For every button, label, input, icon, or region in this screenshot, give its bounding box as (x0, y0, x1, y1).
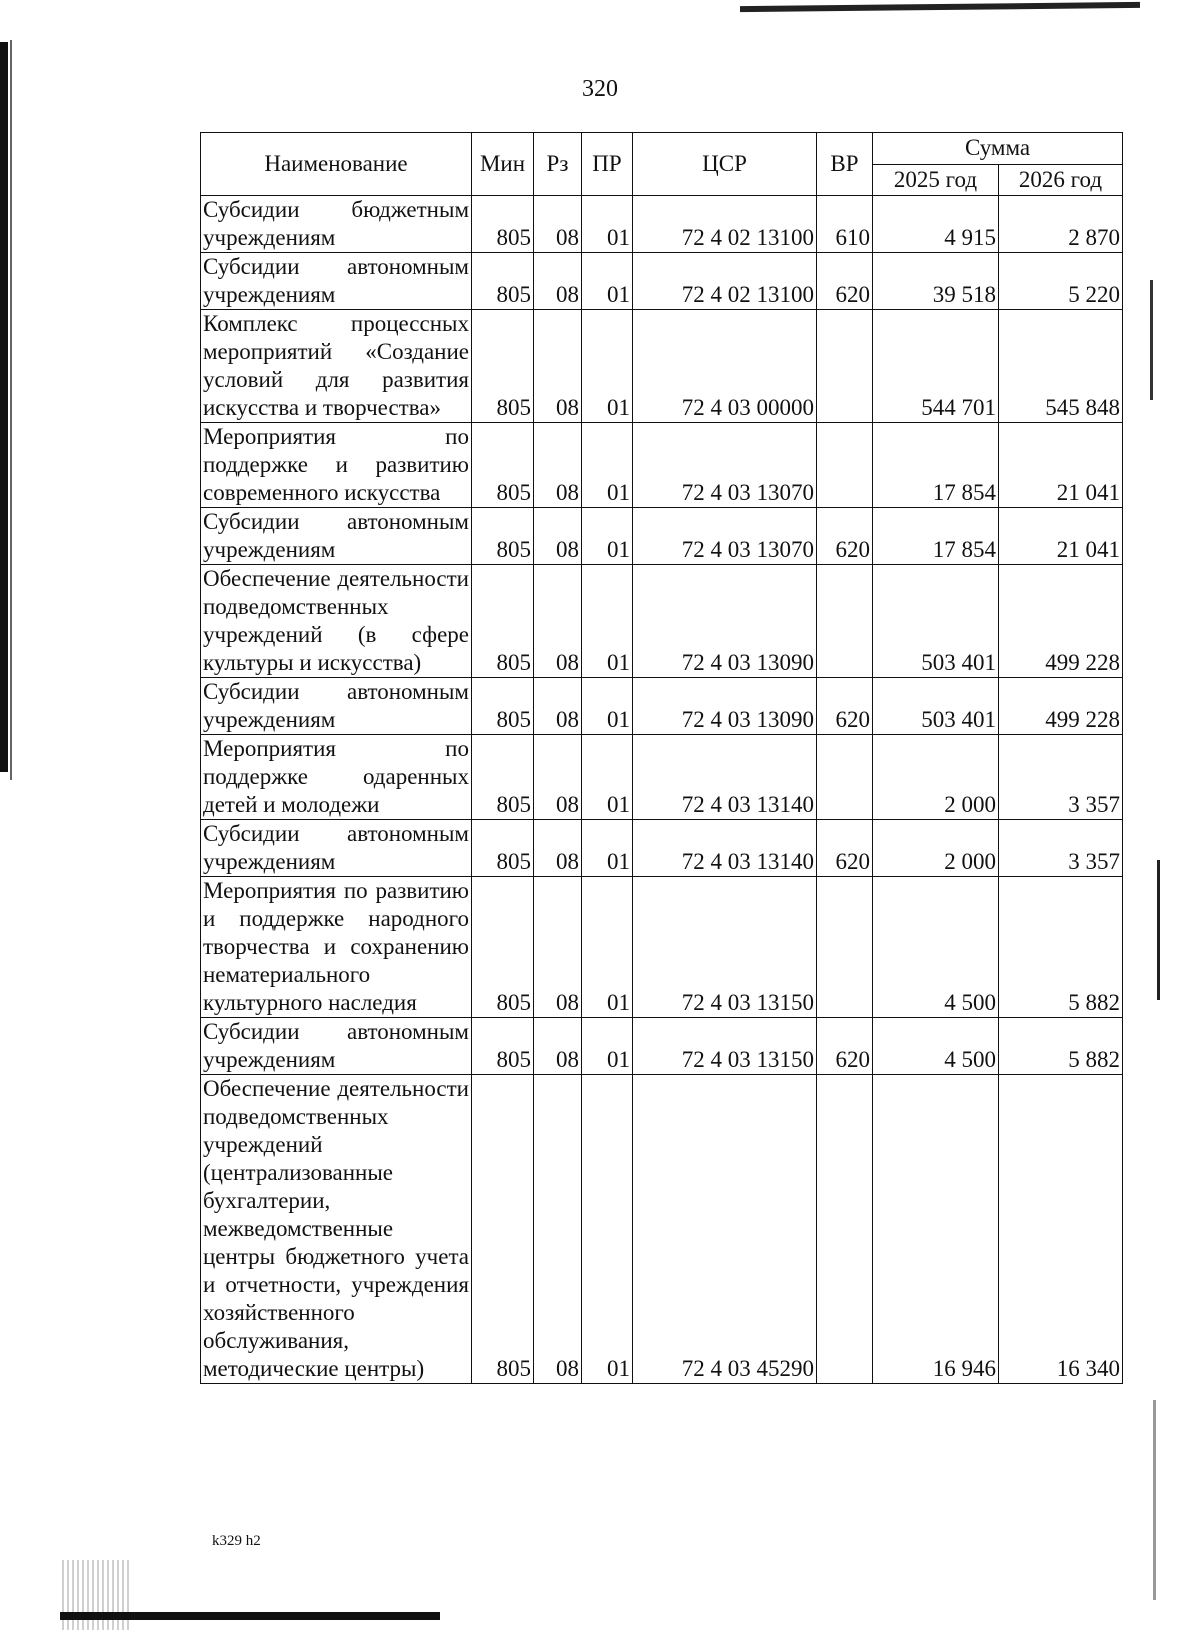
cell-name: Субсидии автономным учреждениям (201, 820, 472, 877)
cell-vr (817, 565, 873, 678)
scan-artifact-right-edge (1157, 860, 1160, 1000)
cell-sum-2025: 503 401 (873, 565, 999, 678)
cell-pr: 01 (582, 1075, 633, 1384)
cell-min: 805 (472, 735, 534, 820)
cell-min: 805 (472, 508, 534, 565)
cell-sum-2026: 21 041 (999, 423, 1123, 508)
cell-rz: 08 (534, 735, 582, 820)
cell-sum-2026: 545 848 (999, 310, 1123, 423)
cell-csr: 72 4 03 13140 (633, 735, 817, 820)
cell-sum-2025: 17 854 (873, 423, 999, 508)
cell-rz: 08 (534, 1018, 582, 1075)
cell-rz: 08 (534, 423, 582, 508)
cell-pr: 01 (582, 423, 633, 508)
cell-min: 805 (472, 1075, 534, 1384)
cell-min: 805 (472, 1018, 534, 1075)
header-pr: ПР (582, 133, 633, 196)
cell-min: 805 (472, 196, 534, 253)
cell-vr: 620 (817, 253, 873, 310)
cell-name: Субсидии бюджетным учреждениям (201, 196, 472, 253)
cell-vr: 620 (817, 508, 873, 565)
header-rz: Рз (534, 133, 582, 196)
header-vr: ВР (817, 133, 873, 196)
table-row (201, 1018, 1123, 1075)
cell-sum-2025: 4 915 (873, 196, 999, 253)
cell-csr: 72 4 03 13070 (633, 508, 817, 565)
cell-sum-2026: 499 228 (999, 565, 1123, 678)
cell-vr: 610 (817, 196, 873, 253)
cell-vr (817, 423, 873, 508)
cell-vr: 620 (817, 820, 873, 877)
cell-csr: 72 4 03 13150 (633, 877, 817, 1018)
cell-pr: 01 (582, 253, 633, 310)
cell-min: 805 (472, 565, 534, 678)
cell-sum-2025: 503 401 (873, 678, 999, 735)
cell-name: Комплекс процессных мероприятий «Создание условий для развития искусства и творчества» (201, 310, 472, 423)
cell-rz: 08 (534, 253, 582, 310)
cell-name: Субсидии автономным учреждениям (201, 1018, 472, 1075)
cell-csr: 72 4 03 13150 (633, 1018, 817, 1075)
table-row (201, 310, 1123, 423)
cell-sum-2026: 2 870 (999, 196, 1123, 253)
cell-pr: 01 (582, 196, 633, 253)
table-body (201, 196, 1123, 1384)
table-row (201, 1075, 1123, 1384)
cell-rz: 08 (534, 1075, 582, 1384)
cell-rz: 08 (534, 196, 582, 253)
cell-csr: 72 4 03 45290 (633, 1075, 817, 1384)
header-csr: ЦСР (633, 133, 817, 196)
cell-csr: 72 4 03 13090 (633, 678, 817, 735)
cell-name: Обеспечение деятельности подведомственных учреждений (централизованные бухгалтерии, межведомственные центры бюджетного учета и отчетности, учреждения хозяйственного обслуживания, методические центры) (201, 1075, 472, 1384)
table-row (201, 820, 1123, 877)
header-min: Мин (472, 133, 534, 196)
cell-sum-2026: 5 882 (999, 1018, 1123, 1075)
cell-min: 805 (472, 310, 534, 423)
scan-artifact-right-edge (1153, 1400, 1156, 1600)
table-row (201, 508, 1123, 565)
table-row (201, 735, 1123, 820)
cell-csr: 72 4 03 13070 (633, 423, 817, 508)
cell-sum-2025: 4 500 (873, 1018, 999, 1075)
cell-sum-2025: 2 000 (873, 820, 999, 877)
cell-sum-2025: 16 946 (873, 1075, 999, 1384)
cell-vr (817, 1075, 873, 1384)
cell-name: Субсидии автономным учреждениям (201, 678, 472, 735)
table-row (201, 877, 1123, 1018)
table-row (201, 678, 1123, 735)
scan-artifact-top-line (740, 2, 1140, 12)
cell-sum-2026: 5 220 (999, 253, 1123, 310)
scan-artifact-left-edge-thin (10, 40, 12, 780)
cell-pr: 01 (582, 877, 633, 1018)
cell-name: Субсидии автономным учреждениям (201, 253, 472, 310)
cell-pr: 01 (582, 735, 633, 820)
scan-artifact-right-edge (1150, 280, 1153, 400)
cell-csr: 72 4 02 13100 (633, 253, 817, 310)
cell-sum-2026: 3 357 (999, 735, 1123, 820)
cell-sum-2025: 4 500 (873, 877, 999, 1018)
cell-vr: 620 (817, 1018, 873, 1075)
cell-rz: 08 (534, 310, 582, 423)
cell-min: 805 (472, 820, 534, 877)
cell-vr (817, 877, 873, 1018)
cell-name: Обеспечение деятельности подведомственных учреждений (в сфере культуры и искусства) (201, 565, 472, 678)
cell-sum-2025: 2 000 (873, 735, 999, 820)
cell-csr: 72 4 03 13140 (633, 820, 817, 877)
header-name: Наименование (201, 133, 472, 196)
cell-sum-2026: 16 340 (999, 1075, 1123, 1384)
footer-code: k329 h2 (212, 1533, 261, 1549)
table-row (201, 565, 1123, 678)
cell-name: Мероприятия по развитию и поддержке народного творчества и сохранению нематериального культурного наследия (201, 877, 472, 1018)
cell-csr: 72 4 02 13100 (633, 196, 817, 253)
cell-sum-2025: 17 854 (873, 508, 999, 565)
cell-name: Мероприятия по поддержке и развитию современного искусства (201, 423, 472, 508)
cell-sum-2026: 499 228 (999, 678, 1123, 735)
cell-pr: 01 (582, 310, 633, 423)
cell-pr: 01 (582, 678, 633, 735)
cell-pr: 01 (582, 820, 633, 877)
cell-rz: 08 (534, 820, 582, 877)
scan-artifact-bottom-line (60, 1612, 440, 1620)
header-year-2026: 2026 год (999, 164, 1123, 196)
cell-pr: 01 (582, 565, 633, 678)
cell-sum-2026: 5 882 (999, 877, 1123, 1018)
cell-rz: 08 (534, 508, 582, 565)
header-sum: Сумма (873, 133, 1123, 165)
cell-name: Субсидии автономным учреждениям (201, 508, 472, 565)
cell-rz: 08 (534, 877, 582, 1018)
header-year-2025: 2025 год (873, 164, 999, 196)
cell-rz: 08 (534, 678, 582, 735)
cell-min: 805 (472, 877, 534, 1018)
cell-pr: 01 (582, 508, 633, 565)
table-row (201, 196, 1123, 253)
cell-name: Мероприятия по поддержке одаренных детей и молодежи (201, 735, 472, 820)
table-row (201, 253, 1123, 310)
page-number: 320 (582, 76, 618, 102)
table-header-row (201, 133, 1123, 165)
cell-rz: 08 (534, 565, 582, 678)
cell-vr: 620 (817, 678, 873, 735)
cell-vr (817, 310, 873, 423)
table-row (201, 423, 1123, 508)
cell-min: 805 (472, 423, 534, 508)
cell-sum-2026: 21 041 (999, 508, 1123, 565)
cell-vr (817, 735, 873, 820)
budget-table (200, 132, 1123, 1384)
cell-min: 805 (472, 253, 534, 310)
cell-csr: 72 4 03 13090 (633, 565, 817, 678)
cell-pr: 01 (582, 1018, 633, 1075)
cell-sum-2025: 39 518 (873, 253, 999, 310)
cell-sum-2025: 544 701 (873, 310, 999, 423)
scan-artifact-left-edge (0, 42, 8, 772)
cell-min: 805 (472, 678, 534, 735)
cell-csr: 72 4 03 00000 (633, 310, 817, 423)
cell-sum-2026: 3 357 (999, 820, 1123, 877)
